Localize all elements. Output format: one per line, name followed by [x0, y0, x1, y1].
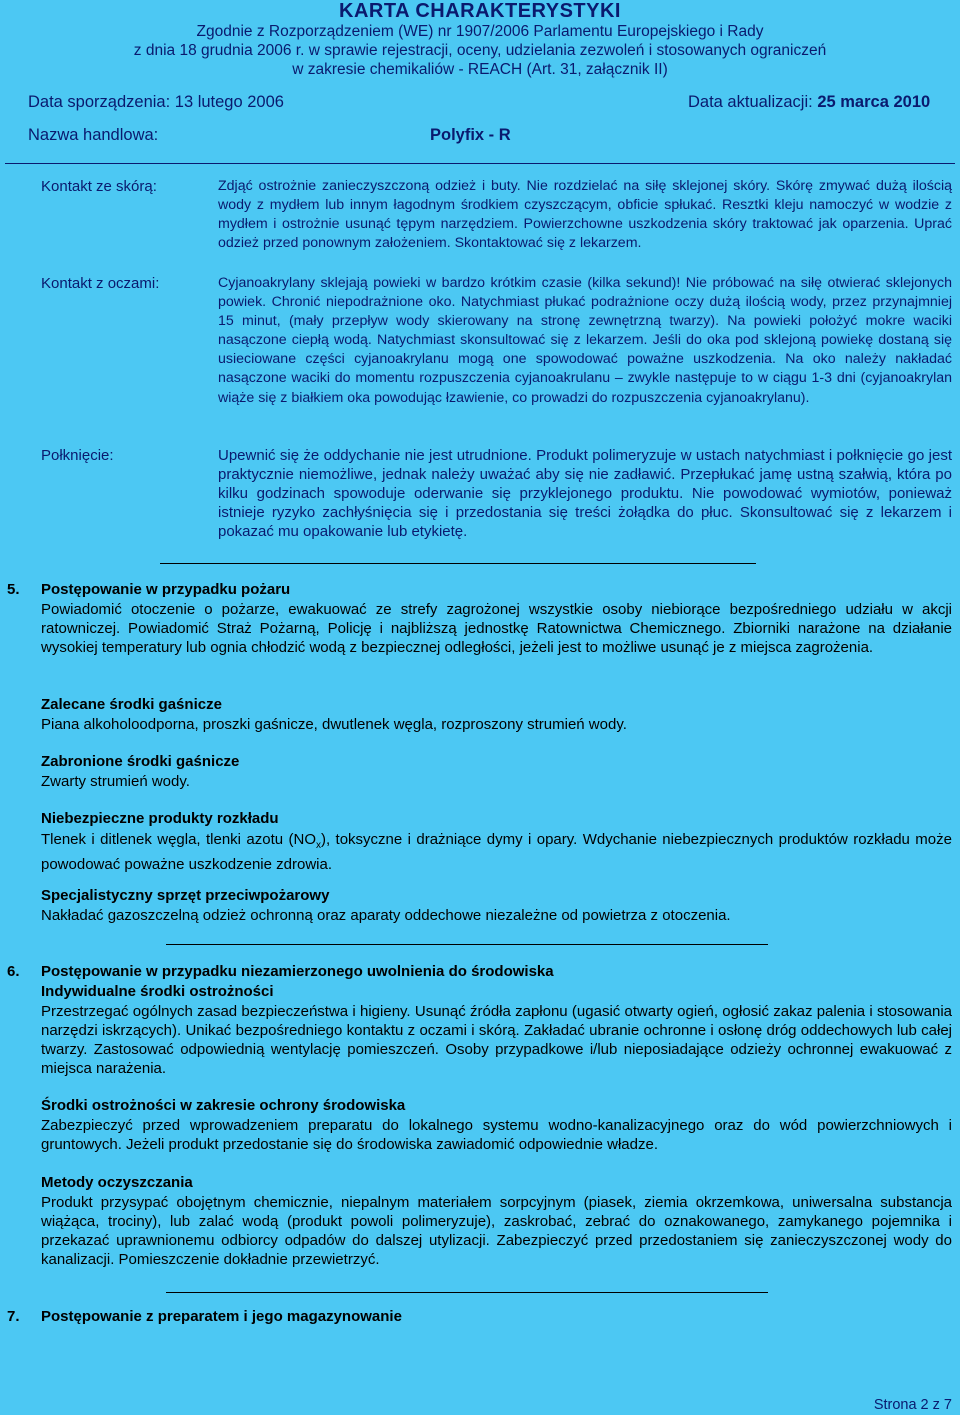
date-created-value: 13 lutego 2006: [174, 93, 284, 111]
skin-contact-paragraph: Zdjąć ostrożnie zanieczyszczoną odzież i buty. Nie rozdzielać na siłę sklejonej skóry. Skórę zmywać dużą ilością wody z mydłem lub innym łagodnym środkiem czyszczącym, obficie spłukać. Resztki kleju namoczyć w wodzie z mydłem i ostrożnie usunąć tępym narzędziem. Powierzchowne uszkodzenia skóry traktować jak oparzenia. Uprać odzież przed ponownym założeniem. Skontaktować się z lekarzem.: [218, 178, 952, 252]
firefighting-equipment-text: Nakładać gazoszczelną odzież ochronną oraz aparaty oddechowe niezależne od powietrza z otoczenia.: [41, 907, 731, 924]
section-5-intro-text: Powiadomić otoczenie o pożarze, ewakuować ze strefy zagrożonej wszystkie osoby niebiorące bezpośredniego udziału w akcji ratowniczej. Powiadomić Straż Pożarną, Policję i najbliższą jednostkę Ratownictwa Chemicznego. Zbiorniki narażone na działanie wysokiej temperatury lub ognia chłodzić wodą z bezpiecznej odległości, jeżeli jest to możliwe usunąć je z miejsca zagrożenia.: [41, 601, 952, 657]
section-5-number: 5.: [7, 581, 20, 598]
swallow-label: Połknięcie:: [41, 447, 114, 464]
cleanup-methods-title: Metody oczyszczania: [41, 1174, 193, 1191]
trade-name-value: Polyfix - R: [430, 126, 511, 144]
date-updated-label: Data aktualizacji:: [688, 93, 813, 111]
regulation-line-3: w zakresie chemikaliów - REACH (Art. 31, załącznik II): [292, 61, 668, 78]
section-7-title: Postępowanie z preparatem i jego magazynowanie: [41, 1308, 402, 1325]
trade-name-label: Nazwa handlowa:: [28, 126, 159, 144]
section-divider: [166, 1292, 768, 1293]
swallow-text: [218, 446, 952, 541]
section-7-number: 7.: [7, 1308, 20, 1325]
hazard-text-subscript: x: [315, 840, 321, 851]
recommended-extinguishers-text: Piana alkoholoodporna, proszki gaśnicze, dwutlenek węgla, rozproszony strumień wody.: [41, 716, 627, 733]
eye-contact-label: Kontakt z oczami:: [41, 275, 160, 292]
cleanup-methods-text: [41, 1193, 952, 1269]
swallow-paragraph: Upewnić się że oddychanie nie jest utrudnione. Produkt polimeryzuje w ustach natychmiast i połknięcie go jest praktycznie niemożliwe, jednak należy uważać aby się nie zadławić. Przepłukać jamę ustną szałwią, która po kilku godzinach spowoduje oderwanie się przyklejonego produktu. Nie powodować wymiotów, ponieważ istnieje ryzyko zachłyśnięcia się i przedostania się treści żołądka do płuc. Skonsultować się z lekarzem i pokazać mu opakowanie lub etykietę.: [218, 447, 952, 541]
section-divider: [166, 944, 768, 945]
eye-contact-text: [218, 274, 952, 408]
section-5-intro: [41, 600, 952, 657]
personal-precautions-text: [41, 1002, 952, 1078]
hazardous-products-title: Niebezpieczne produkty rozkładu: [41, 810, 279, 827]
hazard-text-part-a: Tlenek i ditlenek węgla, tlenki azotu (NO: [41, 831, 316, 848]
regulation-line-1: Zgodnie z Rozporządzeniem (WE) nr 1907/2006 Parlamentu Europejskiego i Rady: [196, 23, 764, 40]
document-title: KARTA CHARAKTERYSTYKI: [339, 0, 621, 22]
date-updated-value: 25 marca 2010: [817, 93, 931, 111]
environmental-precautions-paragraph: Zabezpieczyć przed wprowadzeniem preparatu do lokalnego systemu wodno-kanalizacyjnego oraz do wód powierzchniowych i gruntowych. Jeżeli produkt przedostanie się do środowiska zawiadomić odpowiednie władze.: [41, 1117, 952, 1154]
document-header: [0, 0, 960, 79]
cleanup-methods-paragraph: Produkt przysypać obojętnym chemicznie, niepalnym materiałem sorpcyjnym (piasek, ziemia okrzemkowa, uniwersalna substancja wiążąca, trociny), lub zalać wodą (produkt powoli polimeryzuje), zaskrobać, zebrać do oznakowanego, zamykanego pojemnika i przekazać uprawnionemu odbiorcy odpadów do dalszej utylizacji. Zabezpieczyć przed przedostaniem się zanieczyszczonej wody do kanalizacji. Pomieszczenie dokładnie przewietrzyć.: [41, 1194, 952, 1269]
personal-precautions-paragraph: Przestrzegać ogólnych zasad bezpieczeństwa i higieny. Usunąć źródła zapłonu (ugasić otwarty ogień, ogłosić zakaz palenia i stosowania narzędzi iskrzących). Unikać bezpośredniego kontaktu z oczami i skórą. Zakładać ubranie ochronne i osłonę dróg oddechowych lub całej twarzy. Zastosować odpowiednią wentylację pomieszczeń. Osoby przypadkowe i/lub nieposiadające odzieży ochronnej ewakuować z miejsca narażenia.: [41, 1003, 952, 1078]
skin-contact-text: [218, 177, 952, 253]
date-created: [28, 93, 284, 112]
regulation-line-2: z dnia 18 grudnia 2006 r. w sprawie rejestracji, oceny, udzielania zezwoleń i stosowanych ograniczeń: [133, 42, 827, 59]
firefighting-equipment-title: Specjalistyczny sprzęt przeciwpożarowy: [41, 887, 330, 904]
personal-precautions-title: Indywidualne środki ostrożności: [41, 983, 274, 1000]
forbidden-extinguishers-title: Zabronione środki gaśnicze: [41, 753, 240, 770]
section-6-title: Postępowanie w przypadku niezamierzonego uwolnienia do środowiska: [41, 963, 554, 980]
recommended-extinguishers-title: Zalecane środki gaśnicze: [41, 696, 222, 713]
skin-contact-label: Kontakt ze skórą:: [41, 178, 157, 195]
date-created-label: Data sporządzenia:: [28, 93, 171, 111]
environmental-precautions-title: Środki ostrożności w zakresie ochrony środowiska: [41, 1097, 406, 1114]
section-5-title: Postępowanie w przypadku pożaru: [41, 581, 291, 598]
section-divider: [160, 563, 756, 564]
forbidden-extinguishers-text: Zwarty strumień wody.: [41, 773, 190, 790]
hazardous-products-text: [41, 830, 952, 874]
hazard-text-part-b: ), toksyczne i drażniące dymy i opary. Wdychanie niebezpiecznych produktów rozkładu może powodować poważne uszkodzenie zdrowia.: [41, 831, 952, 874]
eye-contact-paragraph: Cyjanoakrylany sklejają powieki w bardzo krótkim czasie (kilka sekund)! Nie próbować na siłę otwierać sklejonych powiek. Chronić niepodrażnione oko. Natychmiast płukać podrażnione oczy dużą ilością wody, przez przynajmniej 15 minut, (mały przepływ wody skierowany na stronę zewnętrzną twarzy). Na powieki położyć mokre waciki nasączone ciepłą wodą. Natychmiast skonsultować się z lekarzem. Jeśli do oka pod sklejoną powiekę dostaną się usieciowane części cyjanoakrylanu mogą one spowodować poważne uszkodzenia. Na oko należy nakładać nasączone waciki do momentu rozpuszczenia cyjanoakrulanu – zwykle następuje to w ciągu 1-3 dni (cyjanoakrylan wiąże się z białkiem oka powodując łzawienie, co prowadzi do rozpuszczenia cyjanoakrylanu).: [218, 275, 952, 406]
section-6-number: 6.: [7, 963, 20, 980]
environmental-precautions-text: [41, 1116, 952, 1154]
page-number: Strona 2 z 7: [873, 1397, 952, 1413]
header-divider: [5, 163, 955, 164]
date-updated: [688, 93, 930, 112]
